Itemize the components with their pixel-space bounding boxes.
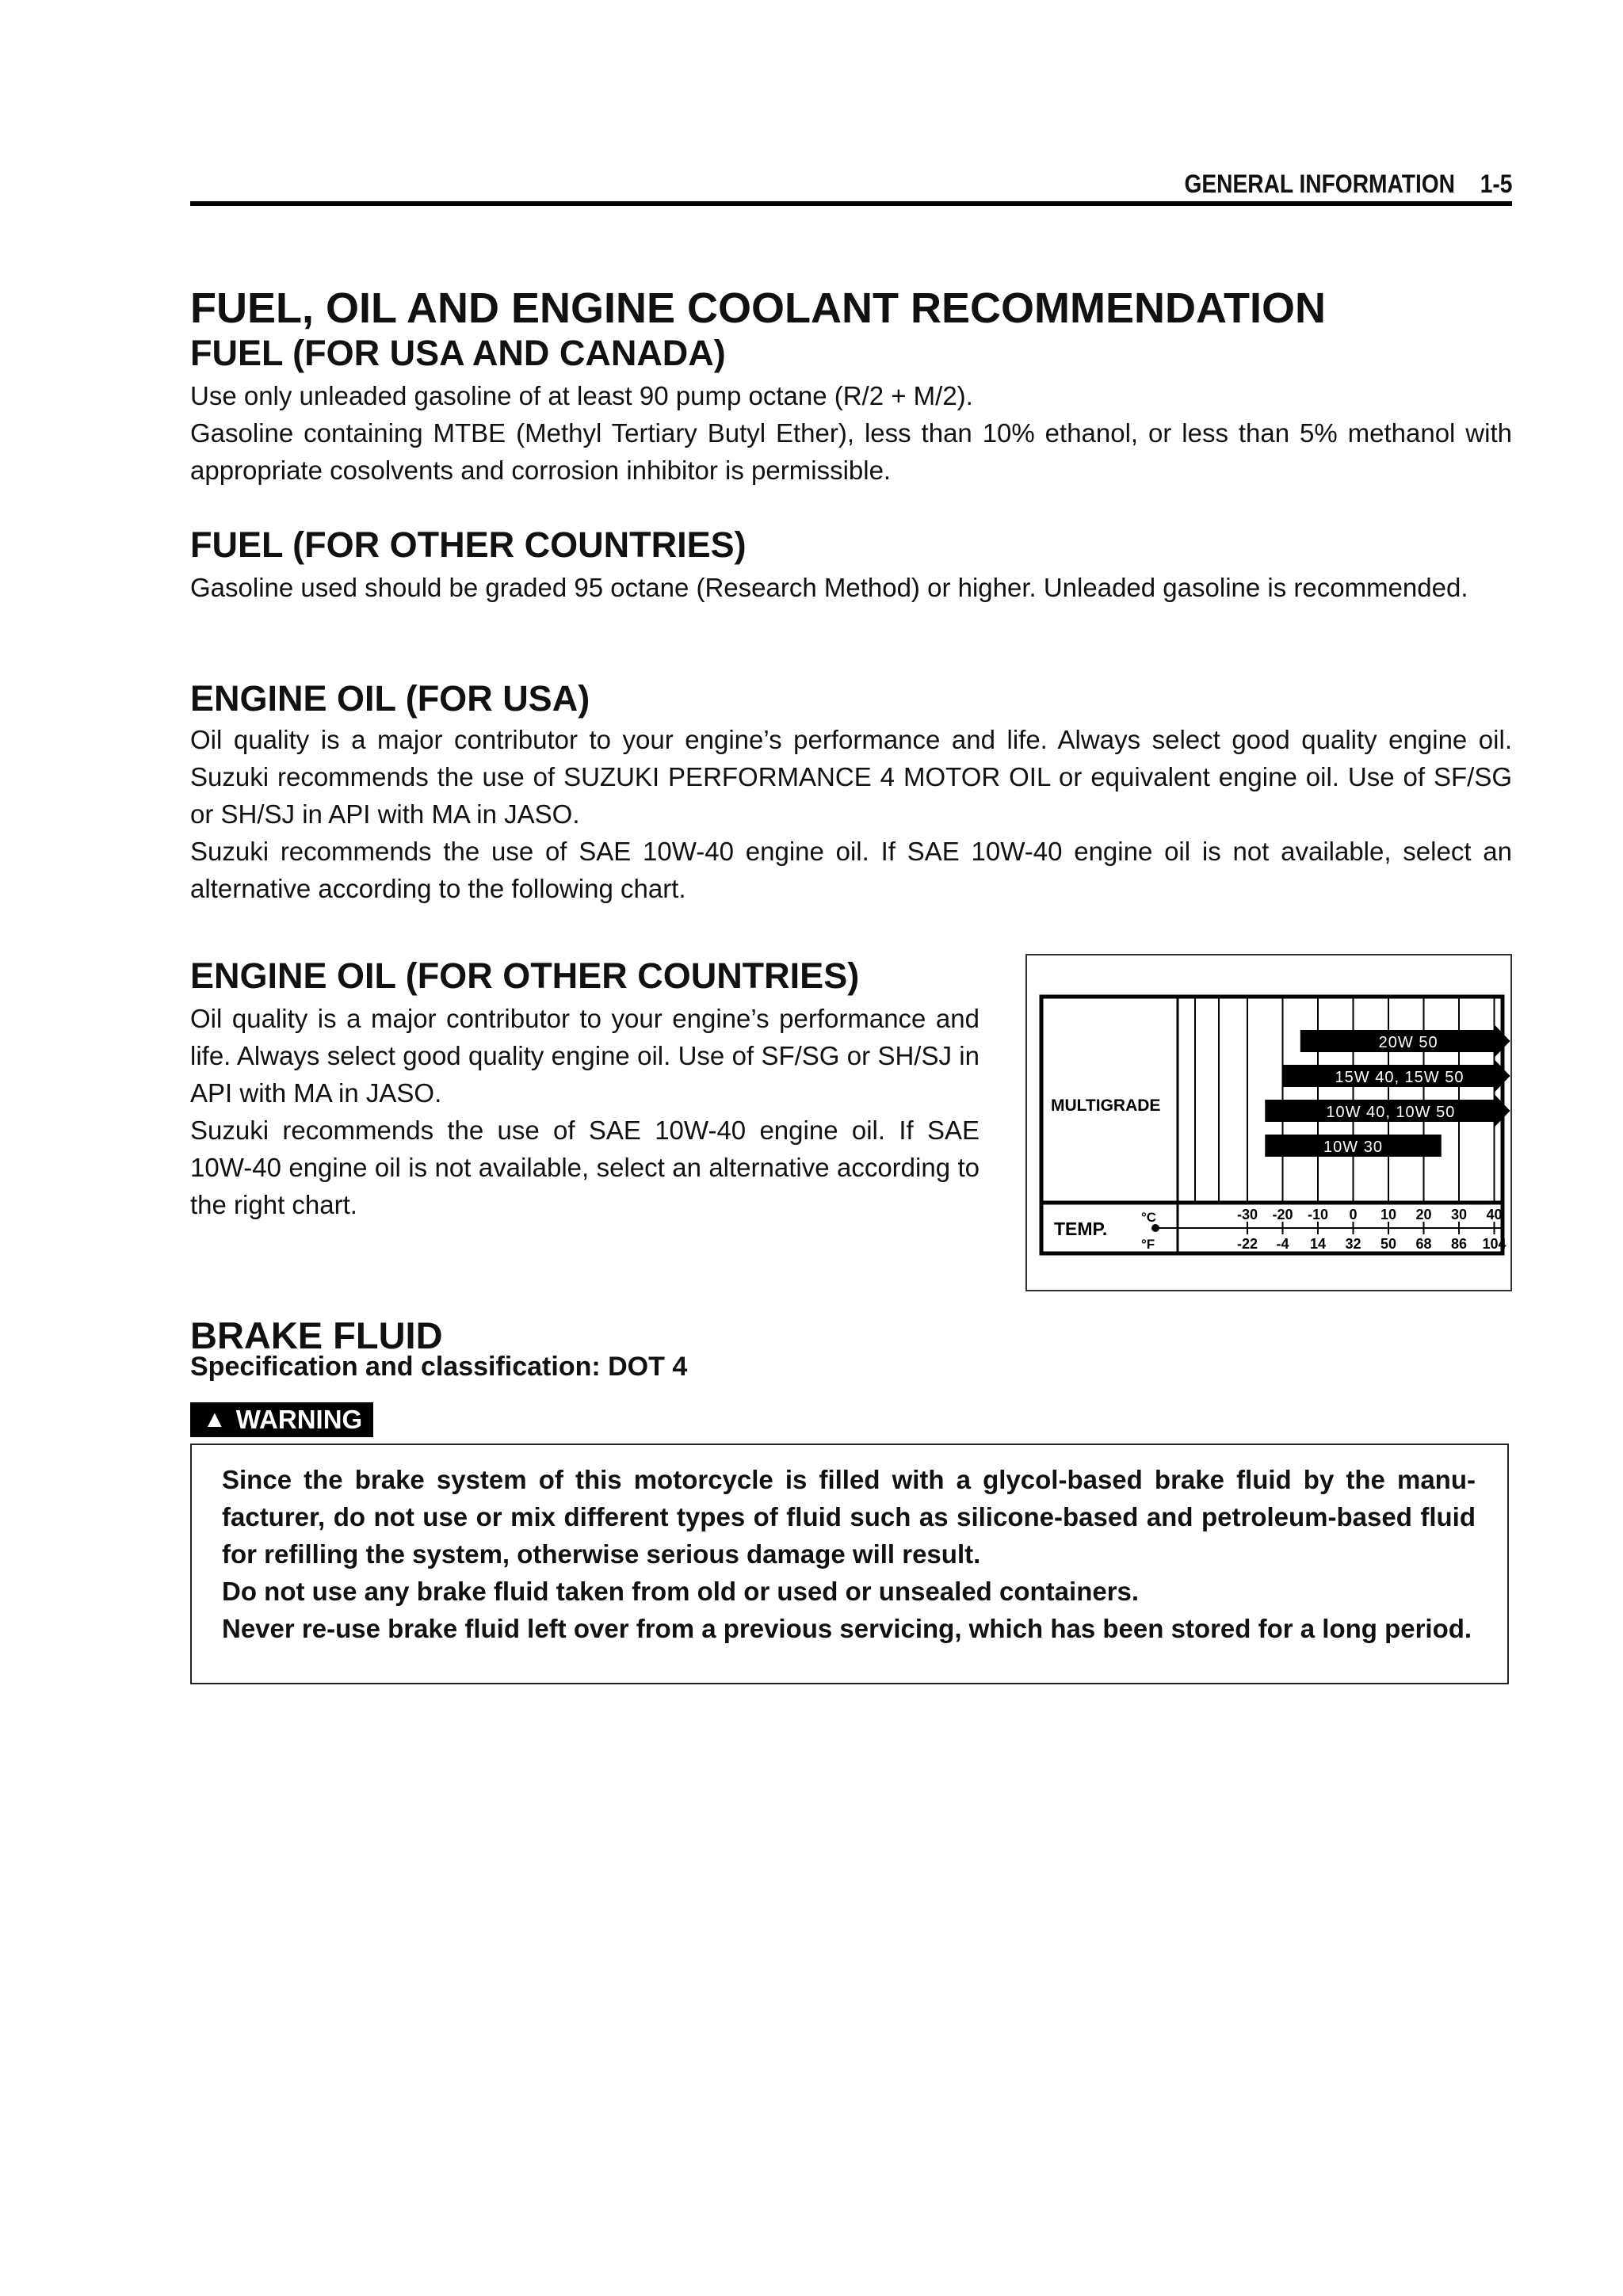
oil-other-paragraph-1: Oil quality is a major contributor to your engine’s performance and life. Always select good quality engine oil. Use of SF/SG or SH/SJ in API with MA in JASO. <box>190 1004 980 1108</box>
warning-triangle-icon: ▲ <box>203 1406 227 1432</box>
celsius-tick-label: 0 <box>1349 1207 1358 1222</box>
warning-paragraph-3: Never re-use brake fluid left over from a previous servicing, which has been stored for a long period. <box>222 1614 1472 1643</box>
grade-bar-label: 10W 40, 10W 50 <box>1326 1104 1456 1121</box>
heading-fuel-other: FUEL (FOR OTHER COUNTRIES) <box>190 524 747 565</box>
fuel-usa-text <box>190 377 1512 489</box>
warning-box <box>190 1444 1509 1684</box>
celsius-tick-label: 20 <box>1415 1207 1432 1222</box>
celsius-tick-label: -20 <box>1272 1207 1293 1222</box>
fahrenheit-tick-label: 14 <box>1309 1236 1327 1252</box>
celsius-tick-label: -30 <box>1236 1207 1258 1222</box>
grade-bar-label: 10W 30 <box>1323 1138 1383 1156</box>
multigrade-label: MULTIGRADE <box>1051 1097 1161 1115</box>
grade-bar-label: 15W 40, 15W 50 <box>1335 1069 1465 1086</box>
fuel-usa-paragraph-1: Use only unleaded gasoline of at least 90 pump octane (R/2 + M/2). <box>190 381 973 410</box>
fuel-other-paragraph-1: Gasoline used should be graded 95 octane (Research Method) or higher. Unleaded gasoline is recommended. <box>190 573 1468 602</box>
fahrenheit-tick-label: 104 <box>1482 1236 1507 1252</box>
heading-fuel-usa: FUEL (FOR USA AND CANADA) <box>190 333 726 373</box>
fuel-other-text <box>190 569 1512 606</box>
brake-spec: Specification and classification: DOT 4 <box>190 1352 688 1382</box>
fahrenheit-tick-label: -22 <box>1236 1236 1258 1252</box>
celsius-tick-label: 10 <box>1380 1207 1397 1222</box>
celsius-tick-label: -10 <box>1307 1207 1329 1222</box>
oil-usa-paragraph-2: Suzuki recommends the use of SAE 10W-40 engine oil. If SAE 10W-40 engine oil is not available, select an alternative according to the following chart. <box>190 837 1512 903</box>
heading-oil-other: ENGINE OIL (FOR OTHER COUNTRIES) <box>190 955 860 996</box>
section-name: GENERAL INFORMATION <box>1184 170 1455 198</box>
heading-brake-fluid: BRAKE FLUID <box>190 1314 443 1356</box>
temp-scale-pointer-dot <box>1151 1224 1159 1232</box>
page-title: FUEL, OIL AND ENGINE COOLANT RECOMMENDATION <box>190 284 1326 332</box>
celsius-tick-label: 40 <box>1486 1207 1503 1222</box>
grade-bars <box>1265 1024 1510 1157</box>
warning-label <box>190 1402 373 1437</box>
oil-usa-paragraph-1: Oil quality is a major contributor to your engine’s performance and life. Always select good quality engine oil. Suzuki recommends the use of SUZUKI PERFORMANCE 4 MOTOR OIL or equivalent engine oil. Use of SF/SG or SH/SJ in API with MA in JASO. <box>190 725 1512 829</box>
fahrenheit-tick-label: -4 <box>1276 1236 1289 1252</box>
warning-paragraph-2: Do not use any brake fluid taken from old or used or unsealed containers. <box>222 1577 1140 1606</box>
fahrenheit-tick-label: 68 <box>1415 1236 1432 1252</box>
oil-usa-text <box>190 721 1512 907</box>
celsius-unit: °C <box>1141 1210 1157 1225</box>
fahrenheit-unit: °F <box>1141 1237 1155 1252</box>
running-header <box>1184 170 1512 199</box>
warning-label-text: WARNING <box>235 1405 363 1434</box>
grade-bar-label: 20W 50 <box>1378 1034 1438 1051</box>
temp-label: TEMP. <box>1054 1219 1108 1239</box>
heading-oil-usa: ENGINE OIL (FOR USA) <box>190 678 590 719</box>
oil-other-paragraph-2: Suzuki recommends the use of SAE 10W-40 engine oil. If SAE 10W-40 engine oil is not available, select an alternative according to the right chart. <box>190 1116 980 1219</box>
oil-other-text <box>190 1000 980 1223</box>
oil-viscosity-chart <box>1025 954 1512 1291</box>
fuel-usa-paragraph-2: Gasoline containing MTBE (Methyl Tertiary Butyl Ether), less than 10% ethanol, or less than 5% methanol with appropriate cosolvents and corrosion inhibitor is permissible. <box>190 418 1512 485</box>
fahrenheit-tick-label: 50 <box>1380 1236 1397 1252</box>
warning-paragraph-1: Since the brake system of this motorcycle is filled with a glycol-based brake fluid by the manufacturer, do not use or mix different types of fluid such as silicone-based and petroleum-based fluid for refilling the system, otherwise serious damage will result. <box>222 1465 1476 1569</box>
oil-viscosity-chart-graphic <box>1027 955 1510 1290</box>
fahrenheit-tick-label: 32 <box>1345 1236 1361 1252</box>
page-header <box>190 166 1512 206</box>
fahrenheit-tick-label: 86 <box>1450 1236 1468 1252</box>
page-number: 1-5 <box>1480 170 1512 198</box>
celsius-tick-label: 30 <box>1450 1207 1468 1222</box>
